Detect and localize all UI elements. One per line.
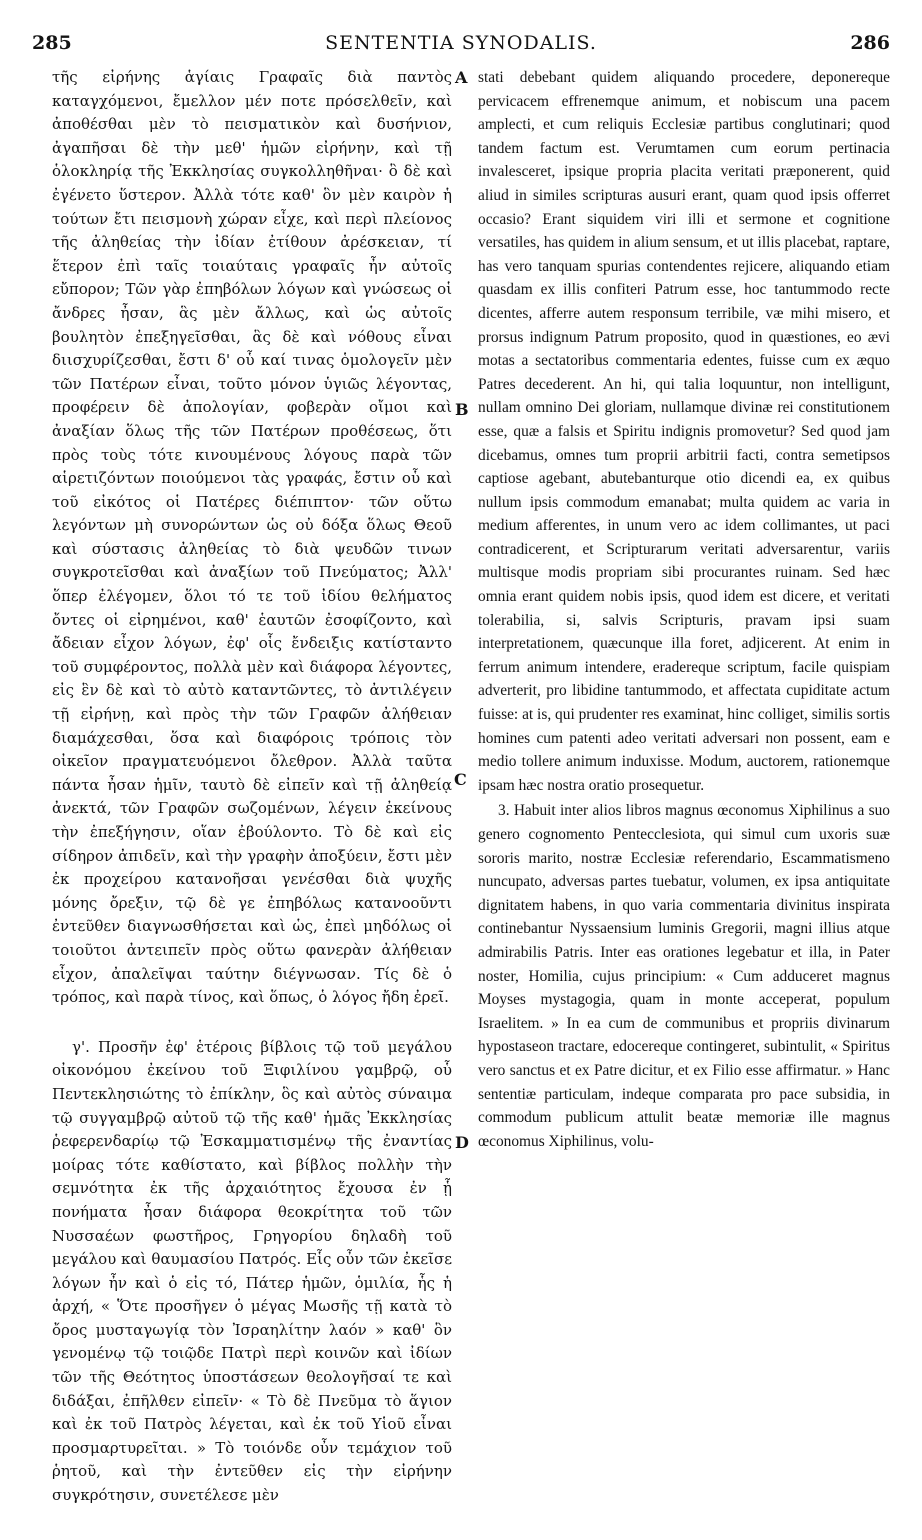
greek-paragraph-1: τῆς εἰρήνης ἁγίαις Γραφαῖς διὰ παντὸς καταγχόμενοι, ἔμελλον μέν ποτε πρόσελθεῖν, καὶ ἀποθέσθαι μὲν τὸ πεισματικὸν καὶ δυσήνιον, ἀγαπῆσαι δὲ τὴν μεθ' ἡμῶν εἰρήνην, καὶ τῇ ὁλοκληρίᾳ τῆς Ἐκκλησίας συγκολληθῆναι· ὃ δὲ καὶ ἐγένετο ὕστερον. Ἀλλὰ τότε καθ' ὃν μὲν καιρὸν ἡ τούτων ἔτι πεισμονὴ χώραν εἶχε, καὶ περὶ πλείονος τῆς ἀληθείας τὴν ἰδίαν ἐτίθουν ἀρέσκειαν, τί ἕτερον ἐπὶ ταῖς τοιαύταις γραφαῖς ἦν αὐτοῖς εὔπορον; Τῶν γὰρ ἐπηβόλων λόγων καὶ γνώσεως οἱ ἄνδρες ἦσαν, ἃς μὲν ἄλλως, καὶ ὡς αὐτοῖς βουλητὸν ἐπεξηγεῖσθαι, ἃς δὲ καὶ νόθους εἶναι διισχυρίζεσθαι, ἔστι δ' οὗ καί τινας ὁμολογεῖν μὲν τῶν Πατέρων εἶναι, τοῦτο μόνον ὑγιῶς λέγοντας, προφέρειν δὲ ἀπολογίαν, φοβερὰν οἴμοι καὶ ἀναξίαν ὅλως τῆς τῶν Πατέρων προθέσεως, ὅτι πρὸς τοὺς τότε κινουμένους λόγους παρὰ τῶν αἱρετιζόντων ποιούμενοι τὰς γραφάς, ἔστιν οὗ καὶ τοῦ εἰκότος οἱ Πατέρες διέπιπτον· τῶν οὕτω λεγόντων μὴ συνορώντων ὡς οὐ δόξα ὅλως Θεοῦ καὶ σύστασις ἀληθείας τὸ διὰ ψευδῶν τινων συγκροτεῖσθαι καὶ ἀναξίων τοῦ Πνεύματος; Ἀλλ' ὅπερ ἐλέγομεν, ὅλοι τό τε τοῦ ἰδίου θελήματος ὄντες οἱ εἰρημένοι, καθ' ἑαυτῶν ἐσοφίζοντο, καὶ ἄδειαν εἶχον λόγων, ἐφ' οἷς ἔνδειξις κατίσταντο τοῦ συμφέροντος, πολλὰ μὲν καὶ διάφορα λέγοντες, εἰς ἓν δὲ καὶ τὸ αὐτὸ καταντῶντες, τὸ ἀντιλέγειν τῇ εἰρήνῃ, καὶ πρὸς τὴν τῶν Γραφῶν ἀλήθειαν διαμάχεσθαι, ὅσα καὶ διαφόροις τρόποις τὸν οἰκεῖον πραγματευόμενοι ὄλεθρον. Ἀλλὰ ταῦτα πάντα ἦσαν ἡμῖν, ταυτὸ δὲ εἰπεῖν καὶ τῇ ἀληθείᾳ ἀνεκτά, τῶν Γραφῶν σωζομένων, λέγειν ἐκείνους τὴν ἐπεξήγησιν, οἵαν ἐβούλοντο. Τὸ δὲ καὶ εἰς σίδηρον ἀπιδεῖν, καὶ τὴν γραφὴν ἀποξύειν, ἔστι μὲν ἐκ προχείρου κατανοῆσαι γενέσθαι διὰ ψυχῆς μόνης ὄρεξιν, τῷ δὲ γε ἐπηβόλως κατανοοῦντι ἐντεῦθεν διαγνωσθήσεται καὶ ὡς, ἐπεὶ μηδόλως οἱ τοιοῦτοι ἀντειπεῖν πρὸς οὕτω φανερὰν ἀλήθειαν εἶχον, ἀπαλεῖψαι ταύτην διέγνωσαν. Τίς δὲ ὁ τρόπος, καὶ παρὰ τίνος, καὶ ὅπως, ὁ λόγος ἤδη ἐρεῖ. <box>52 68 452 1007</box>
margin-marker-d: D <box>455 1133 469 1152</box>
running-title: SENTENTIA SYNODALIS. <box>325 32 597 54</box>
page-number-right: 286 <box>850 32 890 54</box>
page-number-left: 285 <box>32 32 72 54</box>
margin-marker-a: A <box>455 68 468 87</box>
margin-marker-c: C <box>454 770 467 789</box>
page-header <box>32 32 890 58</box>
greek-column <box>52 66 452 1508</box>
greek-paragraph-2: γ'. Προσῆν ἐφ' ἑτέροις βίβλοις τῷ τοῦ μεγάλου οἰκονόμου ἐκείνου τοῦ Ξιφιλίνου γαμβρῷ, οὗ Πεντεκλησιώτης τὸ ἐπίκλην, ὃς καὶ αὐτὸς σύναιμα τῷ συγγαμβρῷ αὐτοῦ τῷ τῆς καθ' ἡμᾶς Ἐκκλησίας ῥεφερενδαρίῳ τῷ Ἐσκαμματισμένῳ τῆς ἐναντίας μοίρας τότε καθίστατο, καὶ βίβλος πολλὴν τὴν σεμνότητα ἐκ τῆς ἀρχαιότητος ἔχουσα ἐν ᾗ πονήματα ἦσαν διάφορα θεοκρίτητα τοῦ τῶν Νυσσαέων φωστῆρος, Γρηγορίου δηλαδὴ τοῦ μεγάλου καὶ θαυμασίου Πατρός. Εἷς οὖν τῶν ἐκεῖσε λόγων ἦν καὶ ὁ εἰς τό, Πάτερ ἡμῶν, ὁμιλία, ἧς ἡ ἀρχή, « Ὅτε προσῆγεν ὁ μέγας Μωσῆς τῇ κατὰ τὸ ὄρος μυσταγωγίᾳ τὸν Ἰσραηλίτην λαόν » καθ' ὃν γενομένῳ τῷ τοιῷδε Πατρὶ περὶ κοινῶν καὶ ἰδίων τῶν τῆς Θεότητος ὑποστάσεων θεολογῆσαί τε καὶ διδάξαι, ἐπῆλθεν εἰπεῖν· « Τὸ δὲ Πνεῦμα τὸ ἅγιον καὶ ἐκ τοῦ Πατρὸς λέγεται, καὶ ἐκ τοῦ Υἱοῦ εἶναι προσμαρτυρεῖται. » Τὸ τοιόνδε οὖν τεμάχιον τοῦ ῥητοῦ, καὶ τὴν ἐντεῦθεν εἰς τὴν εἰρήνην συγκρότησιν, συνετέλεσε μὲν <box>52 1037 452 1505</box>
latin-paragraph-1: stati debebant quidem aliquando procedere, deponereque pervicacem effrenemque animum, et nobiscum una pacem amplecti, et cum reliquis Ecclesiæ partibus conglutinari; quod tandem factum est. Verumtamen cum eorum pertinacia invalesceret, ipsique propria placita veritati præponerent, quid aliud in similes scripturas ausuri erant, quam quod ipsis offerret occasio? Erant siquidem viri illi et sermone et cognitione versatiles, has quidem in alium sensum, et ut illis placebat, raptare, has vero tanquam spurias contendentes rejicere, aliquando etiam quasdam ex illis confiteri Patrum esse, hoc tantummodo recte dicentes, afferre autem responsum terribile, væ mihi misero, et prorsus indignum Patrum proposito, quod in quæstiones, eo ævi motas a sectatoribus commentaria edentes, fuisse cum ex æquo Patres decederent. An hi, qui talia loquuntur, non intelligunt, nullam omnino Dei gloriam, nullamque divinæ rei constitutionem esse, quæ a falsis et Spiritu indignis promovetur? Sed quod jam dicebamus, omnes tum proprii arbitrii facti, contra semetipsos captiose agebant, abutebanturque otio dicendi ea, ex quibus nullum ipsis commodum emanabat; multa quidem ac varia in medium afferentes, in unum vero ac idem collimantes, ut paci contradicerent, et Scripturarum veritati adversarentur, variis multisque modis propriam sibi procurantes ruinam. Sed hæc omnia erant quidem nobis ipsis, quod idem est dicere, et veritati tolerabilia, si, salvis Scripturis, pravam ipsi suam interpretationem, quæcunque illa foret, adjicerent. At enim in ferrum animum intendere, eradereque scriptum, facile quispiam adverterit, pro libidine tantummodo, et affectata cupiditate actum fuisse: at is, qui prudenter res examinat, hinc colliget, similis sortis homines cum patenti adeo veritati adversari non possent, eam e medio tollere animum induxisse. Modum, auctorem, rationemque ipsam hæc nostra oratio prosequetur. <box>478 69 891 794</box>
latin-paragraph-2: 3. Habuit inter alios libros magnus œconomus Xiphilinus a suo genero cognomento Pentecclesiota, qui simul cum uxoris suæ sororis marito, nostræ Ecclesiæ referendario, Escammatismeno nuncupato, adversas partes tuebatur, volumen, ex ipsa antiquitate dignitatem habens, in quo varia commentaria divinitus inspirata continebantur Nyssaensium luminis Gregorii, magni illius atque admirabilis Patris. Inter eas orationes legebatur et illa, in Pater noster, Homilia, cujus principium: « Cum adduceret magnus Moyses mystagogia, quam in monte acceperat, populum Israelitem. » In ea cum de communibus et propriis divinarum hypostaseon tractare, edocereque contingeret, subintulit, « Spiritus vero sanctus et ex Patre dicitur, et ex Filio esse affirmatur. » Hanc sententiæ particulam, indeque comparata pro pace subsidia, in commodum publicum attulit beatæ memoriæ ille magnus œconomus Xiphilinus, volu- <box>478 802 890 1150</box>
margin-marker-b: B <box>455 400 469 419</box>
latin-column <box>478 66 890 1153</box>
